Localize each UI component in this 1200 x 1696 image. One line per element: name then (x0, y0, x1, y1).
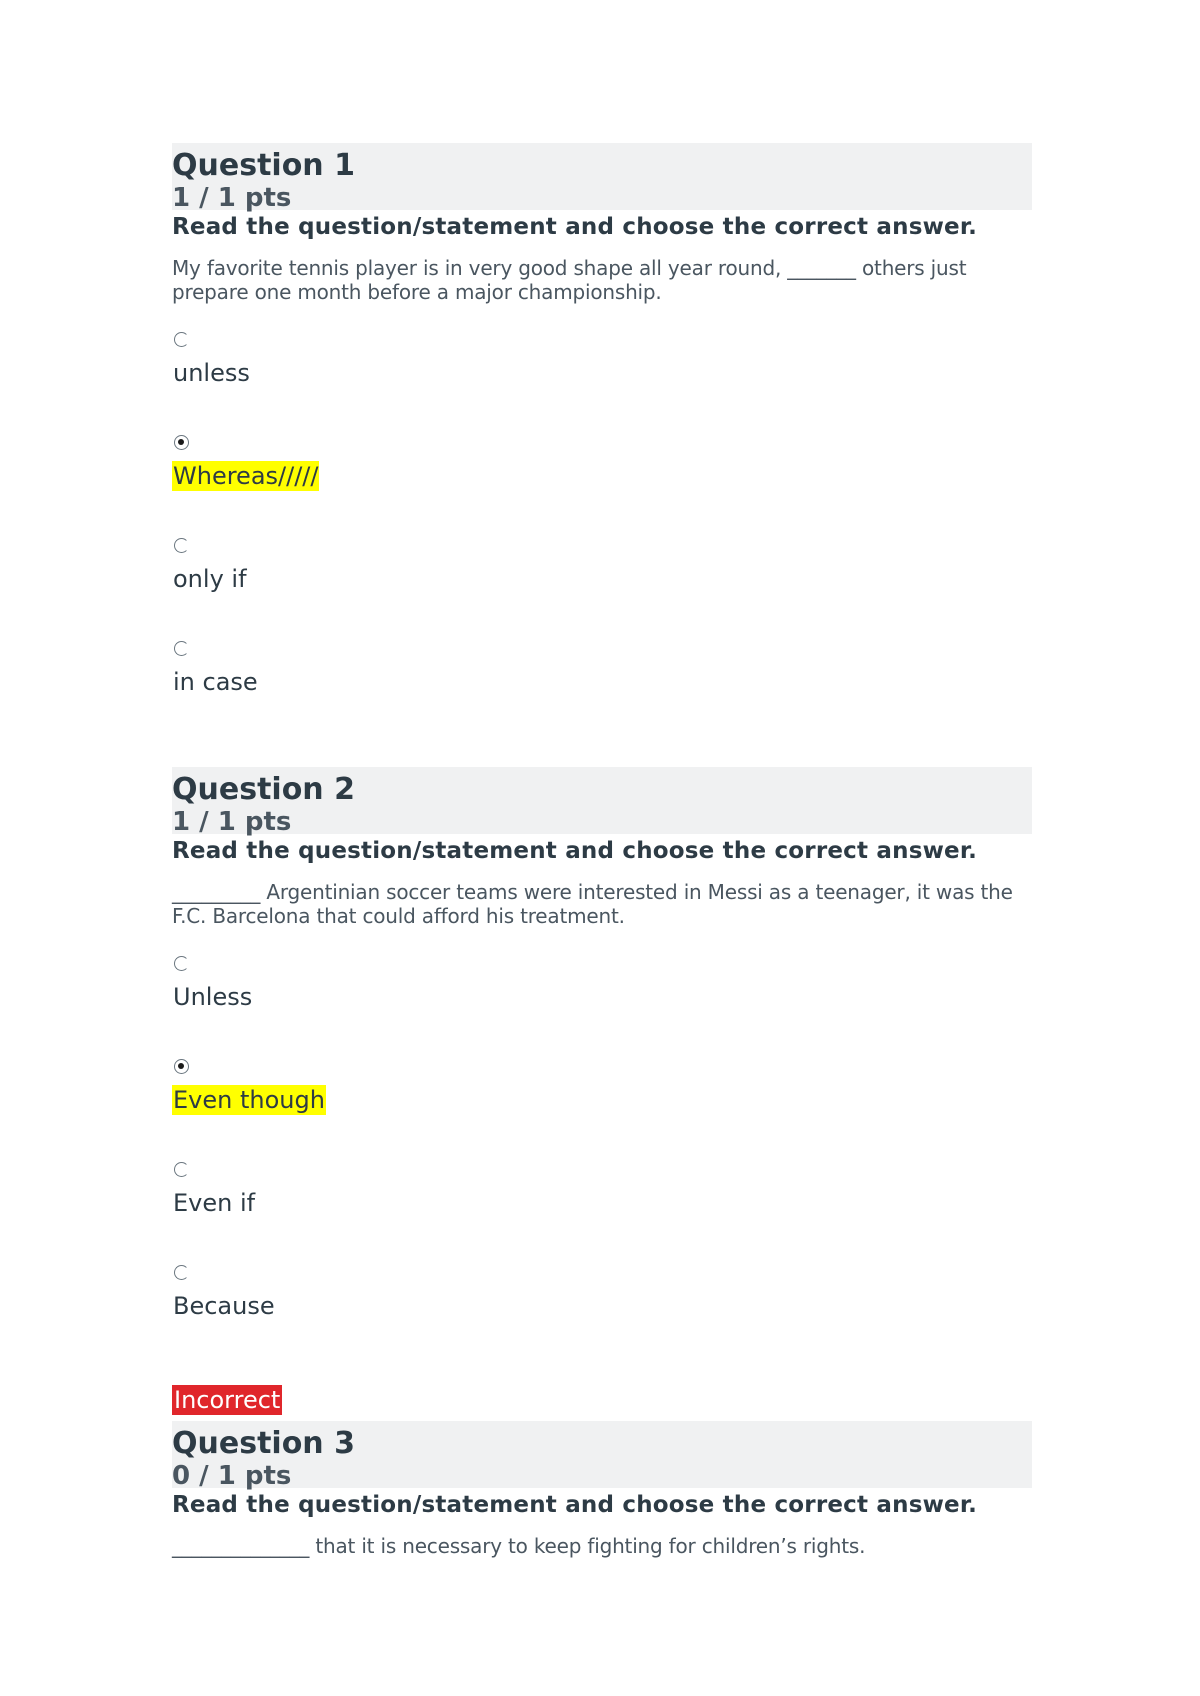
radio-unchecked-icon[interactable] (174, 1162, 189, 1177)
answer-label-selected: Whereas///// (173, 462, 319, 490)
question-instruction: Read the question/statement and choose the correct answer. (172, 214, 978, 240)
question-header (172, 767, 1032, 837)
answer-option[interactable] (172, 942, 1032, 1045)
answer-option[interactable] (172, 421, 1032, 524)
incorrect-badge: Incorrect (174, 1386, 281, 1414)
question-header (172, 1421, 1032, 1491)
question-instruction: Read the question/statement and choose the correct answer. (172, 838, 978, 864)
radio-unchecked-icon[interactable] (174, 332, 189, 347)
answer-label: Even if (173, 1189, 256, 1217)
question-points: 0 / 1 pts (172, 1461, 292, 1491)
answer-label: Because (173, 1292, 275, 1320)
radio-checked-icon[interactable] (174, 435, 189, 450)
radio-checked-icon[interactable] (174, 1059, 189, 1074)
answer-list (172, 318, 1032, 730)
question-text: My favorite tennis player is in very good shape all year round, _______ others just prepare one month before a major championship. (172, 256, 967, 304)
answer-option[interactable] (172, 1148, 1032, 1251)
question-points: 1 / 1 pts (172, 807, 292, 837)
radio-unchecked-icon[interactable] (174, 956, 189, 971)
question-title: Question 2 (172, 772, 355, 807)
answer-label: in case (173, 668, 258, 696)
question-instruction: Read the question/statement and choose the correct answer. (172, 1492, 978, 1518)
answer-label: Unless (173, 983, 253, 1011)
question-points: 1 / 1 pts (172, 183, 292, 213)
answer-label: only if (173, 565, 247, 593)
answer-option[interactable] (172, 1045, 1032, 1148)
radio-unchecked-icon[interactable] (174, 538, 189, 553)
answer-list (172, 942, 1032, 1354)
question-2 (172, 767, 1032, 1354)
question-1 (172, 143, 1032, 730)
answer-label: unless (173, 359, 250, 387)
radio-unchecked-icon[interactable] (174, 1265, 189, 1280)
answer-option[interactable] (172, 1251, 1032, 1354)
question-3 (172, 1421, 1032, 1558)
question-text: _________ Argentinian soccer teams were interested in Messi as a teenager, it was the F.C. Barcelona that could afford his treatment. (172, 880, 1013, 928)
answer-option[interactable] (172, 524, 1032, 627)
question-text: ______________ that it is necessary to keep fighting for children’s rights. (172, 1534, 866, 1558)
answer-label-selected: Even though (173, 1086, 325, 1114)
question-title: Question 1 (172, 148, 355, 183)
radio-unchecked-icon[interactable] (174, 641, 189, 656)
answer-option[interactable] (172, 318, 1032, 421)
answer-option[interactable] (172, 627, 1032, 730)
question-title: Question 3 (172, 1426, 355, 1461)
question-header (172, 143, 1032, 213)
